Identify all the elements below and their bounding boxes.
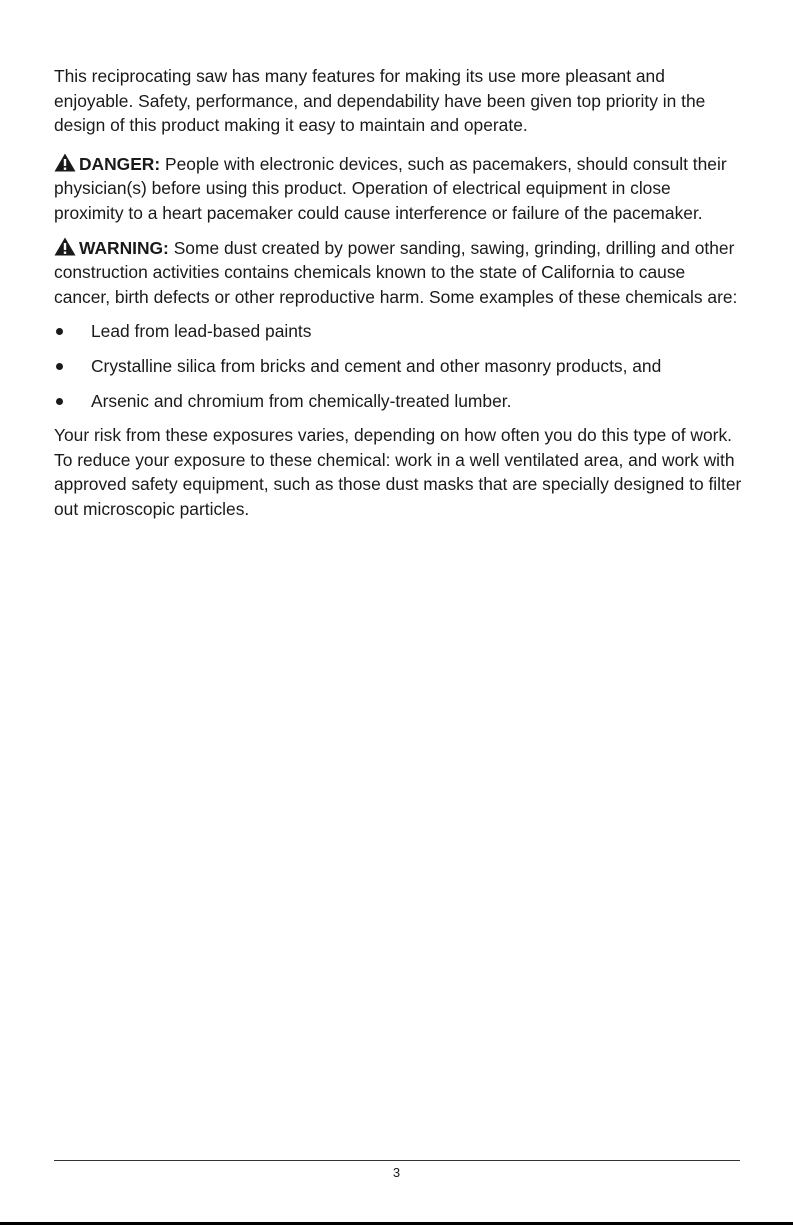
footer-divider: [54, 1160, 740, 1161]
list-item-text: Arsenic and chromium from chemically-treated lumber.: [91, 390, 512, 411]
closing-paragraph: Your risk from these exposures varies, depending on how often you do this type of work. To reduce your exposure to these chemical: work in a well ventilated area, and work with approved safety equipment, such as those dust masks that are specially designed to filter out microscopic particles.: [54, 425, 742, 519]
danger-text: People with electronic devices, such as pacemakers, should consult their physician(s) before using this product. Operation of electrical equipment in close proximity to a heart pacemaker could cause interference or failure of the pacemaker.: [54, 153, 727, 223]
bullet-icon: [56, 328, 63, 335]
intro-paragraph: This reciprocating saw has many features for making its use more pleasant and enjoyable. Safety, performance, and dependability have been given top priority in the design of this product making it easy to maintain and operate.: [54, 66, 706, 136]
bullet-icon: [56, 363, 63, 370]
warning-notice: [54, 236, 744, 310]
warning-triangle-icon: [54, 153, 76, 172]
page-content: [54, 64, 744, 532]
list-item-text: Crystalline silica from bricks and cement and other masonry products, and: [91, 355, 662, 376]
danger-notice: [54, 152, 744, 226]
chemical-list: [54, 319, 744, 413]
list-item: [54, 354, 744, 379]
warning-label: WARNING:: [79, 237, 169, 258]
list-item-text: Lead from lead-based paints: [91, 321, 312, 342]
page-number: 3: [392, 1165, 401, 1180]
warning-triangle-icon: [54, 237, 76, 256]
danger-label: DANGER:: [79, 153, 161, 174]
warning-text: Some dust created by power sanding, sawing, grinding, drilling and other construction activities contains chemicals known to the state of California to cause cancer, birth defects or other reproductive harm. Some examples of these chemicals are:: [54, 237, 738, 307]
list-item: [54, 319, 744, 344]
bullet-icon: [56, 398, 63, 405]
list-item: [54, 389, 744, 414]
